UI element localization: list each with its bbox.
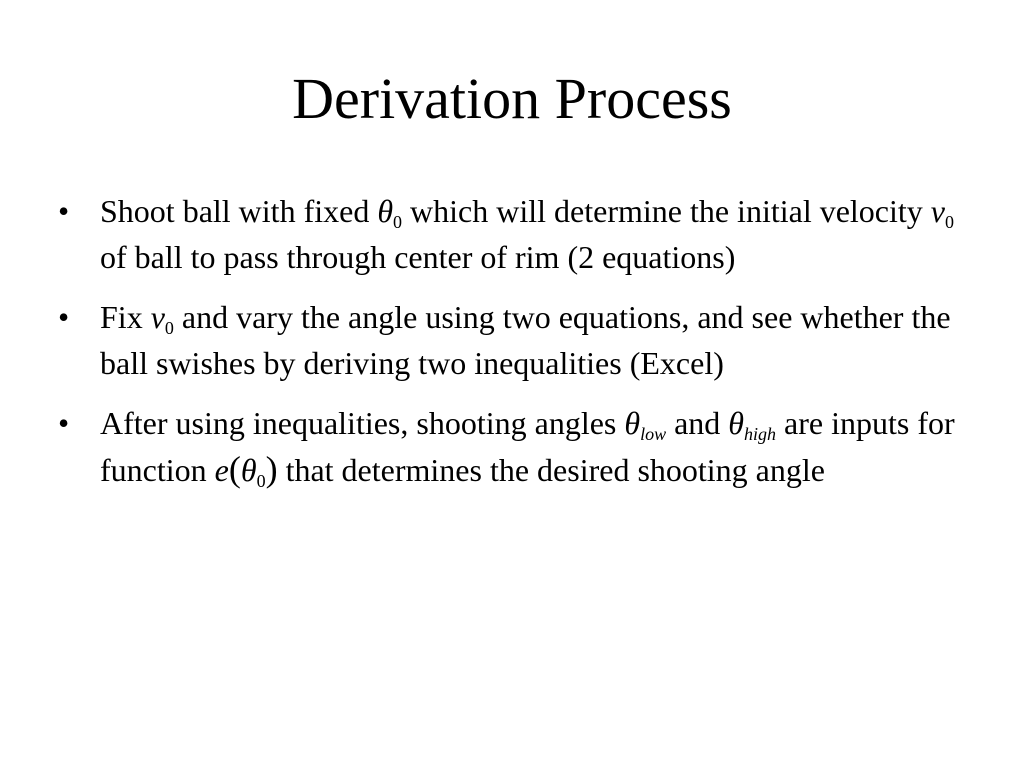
- math-base: θ: [377, 193, 394, 229]
- v-zero-symbol: [930, 193, 954, 232]
- math-subscript: 0: [256, 471, 266, 491]
- theta-zero-symbol: [377, 193, 403, 232]
- math-subscript: low: [640, 424, 667, 444]
- bullet-marker: •: [58, 193, 70, 229]
- math-base: θ: [240, 452, 257, 488]
- bullet-list: [58, 188, 978, 507]
- bullet-text: Shoot ball with fixed: [100, 193, 378, 229]
- math-subscript: 0: [164, 318, 174, 338]
- math-base: v: [150, 299, 165, 335]
- bullet-text: that determines the desired shooting angle: [285, 452, 825, 488]
- math-base: θ: [728, 405, 745, 441]
- math-open-paren: (: [228, 449, 241, 489]
- math-subscript: 0: [944, 212, 954, 232]
- bullet-marker: •: [58, 299, 70, 335]
- bullet-text: and: [674, 405, 729, 441]
- bullet-marker: •: [58, 405, 70, 441]
- bullet-text: are inputs for function: [100, 405, 955, 488]
- v-zero-symbol: [150, 299, 174, 338]
- slide-title: Derivation Process: [292, 66, 732, 131]
- bullet-text: and vary the angle using two equations, and see whether the ball swishes by deriving two inequalities (Excel): [100, 299, 951, 381]
- bullet-text: Fix: [100, 299, 151, 335]
- bullet-text: which will determine the initial velocity: [410, 193, 931, 229]
- math-base: θ: [624, 405, 641, 441]
- bullet-item-1: [58, 188, 978, 280]
- math-function-name: e: [214, 452, 229, 488]
- function-e-theta-zero: [214, 449, 278, 491]
- theta-low-symbol: [624, 405, 667, 444]
- bullet-item-3: [58, 400, 978, 493]
- bullet-item-2: [58, 294, 978, 386]
- theta-high-symbol: [728, 405, 777, 444]
- bullet-text: of ball to pass through center of rim (2 equations): [100, 239, 736, 275]
- math-close-paren: ): [265, 449, 278, 489]
- math-subscript: 0: [393, 212, 403, 232]
- math-base: v: [930, 193, 945, 229]
- bullet-text: After using inequalities, shooting angles: [100, 405, 617, 441]
- math-subscript: high: [744, 424, 777, 444]
